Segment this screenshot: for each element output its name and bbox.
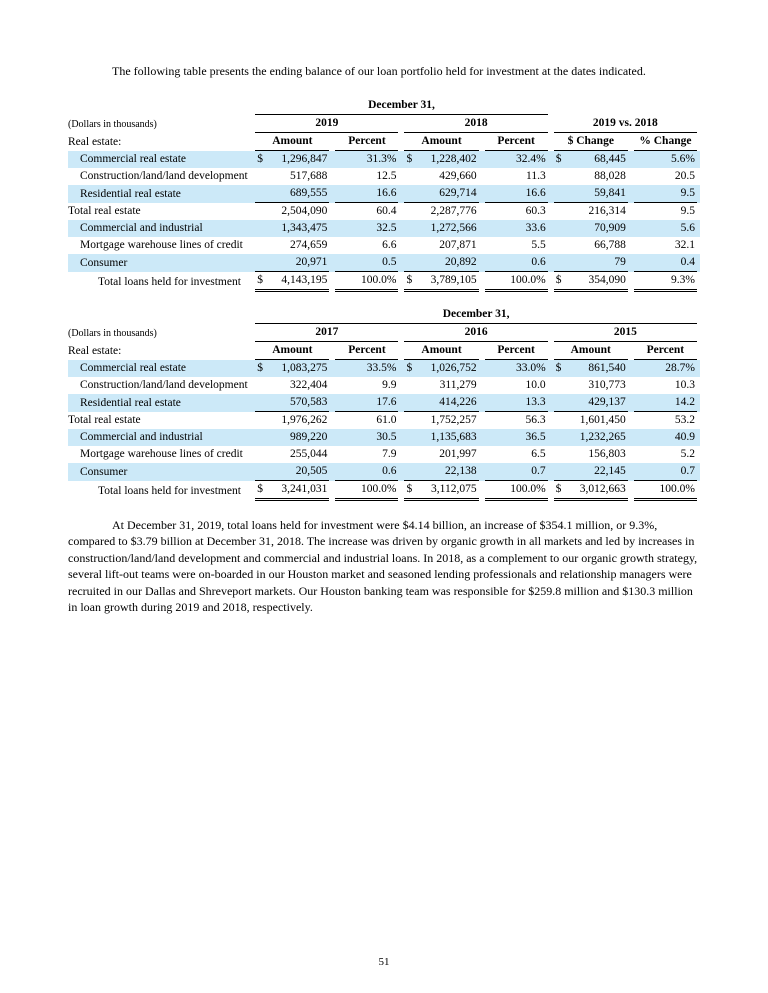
date-span-header: December 31, xyxy=(252,306,700,324)
section-label: Real estate: xyxy=(68,135,122,148)
amount-cell: 311,279 xyxy=(439,379,477,391)
amount-cell: 20,971 xyxy=(252,254,332,272)
table-row xyxy=(68,463,700,481)
amount-cell: 20,892 xyxy=(401,254,481,272)
row-label: Mortgage warehouse lines of credit xyxy=(80,239,243,251)
row-label: Residential real estate xyxy=(68,185,252,203)
date-span-header-row xyxy=(68,97,700,115)
percent-cell: 0.5 xyxy=(332,254,401,272)
column-header: % Change xyxy=(631,133,700,151)
percent-cell: 0.4 xyxy=(631,254,700,272)
percent-cell: 9.5 xyxy=(680,205,695,217)
amount-cell: 310,773 xyxy=(588,379,626,391)
percent-cell: 5.2 xyxy=(680,448,695,460)
percent-cell: 5.6 xyxy=(631,220,700,237)
amount-cell: 70,909 xyxy=(551,220,631,237)
percent-cell: 53.2 xyxy=(674,414,695,426)
percent-cell: 6.6 xyxy=(382,239,397,251)
loan-portfolio-table-2017-2015 xyxy=(68,306,700,501)
row-label: Consumer xyxy=(68,463,252,481)
percent-cell: 61.0 xyxy=(376,414,397,426)
percent-cell: 10.0 xyxy=(525,379,546,391)
amount-cell: $ 3,789,105 xyxy=(401,272,481,292)
percent-cell: 56.3 xyxy=(525,414,546,426)
body-paragraph: At December 31, 2019, total loans held for investment were $4.14 billion, an increase of $354.1 million, or 9.3%, compared to $3.79 billion at December 31, 2018. The increase was driven by organic growth in all markets and led by increases in construction/land/land development and commercial and industrial loans. In 2018, as a complement to our organic growth strategy, several lift-out teams were on-boarded in our Houston market and seasoned lending professionals and relationship managers were recruited in our Dallas and Shreveport markets. Our Houston banking team was responsible for $259.8 million and $130.3 million in loan growth during 2019 and 2018, respectively. xyxy=(68,518,698,615)
percent-cell: 9.9 xyxy=(382,379,397,391)
percent-cell: 30.5 xyxy=(332,429,401,446)
percent-cell: 60.3 xyxy=(525,205,546,217)
section-label: Real estate: xyxy=(68,344,122,357)
page-number: 51 xyxy=(378,956,390,968)
amount-cell: $ 1,083,275 xyxy=(252,360,332,377)
row-label: Commercial real estate xyxy=(68,360,252,377)
amount-cell: 989,220 xyxy=(252,429,332,446)
year-group-header: 2015 xyxy=(551,324,700,342)
table-row xyxy=(68,394,700,412)
row-label: Residential real estate xyxy=(68,394,252,412)
percent-cell: 100.0% xyxy=(482,481,551,501)
amount-cell: 1,232,265 xyxy=(551,429,631,446)
table-row xyxy=(68,237,700,254)
amount-cell: 2,504,090 xyxy=(281,205,328,217)
amount-cell: 517,688 xyxy=(290,170,328,182)
table-row xyxy=(68,168,700,185)
amount-cell: 1,272,566 xyxy=(401,220,481,237)
amount-cell: 570,583 xyxy=(252,394,332,412)
amount-cell: $ 3,012,663 xyxy=(551,481,631,501)
row-label: Commercial real estate xyxy=(68,151,252,168)
table-row xyxy=(68,481,700,501)
table-row xyxy=(68,429,700,446)
currency-symbol: $ xyxy=(406,362,413,374)
year-group-header: 2018 xyxy=(401,115,550,133)
percent-cell: 33.0% xyxy=(482,360,551,377)
table-row xyxy=(68,377,700,394)
year-group-header: 2016 xyxy=(401,324,550,342)
percent-cell: 32.1 xyxy=(674,239,695,251)
amount-cell: $ 68,445 xyxy=(551,151,631,168)
currency-symbol: $ xyxy=(406,274,413,286)
amount-cell: $ 3,241,031 xyxy=(252,481,332,501)
currency-symbol: $ xyxy=(555,274,562,286)
year-group-header-row xyxy=(68,324,700,342)
row-label: Total real estate xyxy=(68,205,141,217)
table-row xyxy=(68,254,700,272)
amount-cell: $ 4,143,195 xyxy=(252,272,332,292)
percent-cell: 5.5 xyxy=(531,239,546,251)
percent-cell: 6.5 xyxy=(531,448,546,460)
date-span-header-row xyxy=(68,306,700,324)
column-header: Percent xyxy=(332,133,401,151)
percent-cell: 14.2 xyxy=(631,394,700,412)
row-label: Total loans held for investment xyxy=(98,275,241,288)
table-row xyxy=(68,220,700,237)
percent-cell: 32.5 xyxy=(332,220,401,237)
amount-cell: 207,871 xyxy=(439,239,477,251)
column-header: Amount xyxy=(401,342,481,360)
amount-cell: 1,976,262 xyxy=(281,414,328,426)
row-label: Total real estate xyxy=(68,414,141,426)
column-header: Percent xyxy=(482,342,551,360)
column-header: Percent xyxy=(332,342,401,360)
percent-cell: 10.3 xyxy=(674,379,695,391)
amount-cell: 274,659 xyxy=(290,239,328,251)
row-label: Total loans held for investment xyxy=(98,484,241,497)
intro-paragraph: The following table presents the ending balance of our loan portfolio held for investment at the dates indicated. xyxy=(112,64,646,78)
percent-cell: 28.7% xyxy=(631,360,700,377)
percent-cell: 16.6 xyxy=(482,185,551,203)
percent-cell: 0.6 xyxy=(482,254,551,272)
currency-symbol: $ xyxy=(555,362,562,374)
amount-cell: $ 861,540 xyxy=(551,360,631,377)
amount-cell: $ 354,090 xyxy=(551,272,631,292)
percent-cell: 13.3 xyxy=(482,394,551,412)
table-row xyxy=(68,360,700,377)
percent-cell: 16.6 xyxy=(332,185,401,203)
currency-symbol: $ xyxy=(257,483,264,495)
currency-symbol: $ xyxy=(257,274,264,286)
amount-cell: 255,044 xyxy=(290,448,328,460)
amount-cell: 689,555 xyxy=(252,185,332,203)
row-label: Consumer xyxy=(68,254,252,272)
column-header: Amount xyxy=(252,342,332,360)
amount-cell: 59,841 xyxy=(551,185,631,203)
amount-cell: 414,226 xyxy=(401,394,481,412)
table-row xyxy=(68,272,700,292)
percent-cell: 31.3% xyxy=(332,151,401,168)
date-span-header: December 31, xyxy=(252,97,550,115)
percent-cell: 40.9 xyxy=(631,429,700,446)
units-label: (Dollars in thousands) xyxy=(68,327,157,339)
currency-symbol: $ xyxy=(257,362,264,374)
amount-cell: 1,135,683 xyxy=(401,429,481,446)
currency-symbol: $ xyxy=(406,483,413,495)
currency-symbol: $ xyxy=(555,153,562,165)
percent-cell: 100.0% xyxy=(332,272,401,292)
percent-cell: 9.3% xyxy=(631,272,700,292)
column-header-row xyxy=(68,342,700,360)
percent-cell: 12.5 xyxy=(376,170,397,182)
amount-cell: 322,404 xyxy=(290,379,328,391)
percent-cell: 100.0% xyxy=(332,481,401,501)
column-header: Amount xyxy=(551,342,631,360)
percent-cell: 0.6 xyxy=(332,463,401,481)
year-group-header-row xyxy=(68,115,700,133)
year-group-header: 2019 vs. 2018 xyxy=(551,115,700,133)
column-header: Percent xyxy=(482,133,551,151)
amount-cell: $ 1,026,752 xyxy=(401,360,481,377)
amount-cell: 201,997 xyxy=(439,448,477,460)
row-label: Construction/land/land development xyxy=(80,170,248,182)
amount-cell: 79 xyxy=(551,254,631,272)
table-row xyxy=(68,185,700,203)
units-label: (Dollars in thousands) xyxy=(68,118,157,130)
amount-cell: 1,752,257 xyxy=(430,414,477,426)
amount-cell: 2,287,776 xyxy=(430,205,477,217)
table-row xyxy=(68,151,700,168)
column-header: Amount xyxy=(252,133,332,151)
row-label: Commercial and industrial xyxy=(68,220,252,237)
amount-cell: $ 3,112,075 xyxy=(401,481,481,501)
column-header-row xyxy=(68,133,700,151)
year-group-header: 2017 xyxy=(252,324,401,342)
percent-cell: 20.5 xyxy=(674,170,695,182)
percent-cell: 36.5 xyxy=(482,429,551,446)
amount-cell: 216,314 xyxy=(588,205,626,217)
row-label: Construction/land/land development xyxy=(80,379,248,391)
percent-cell: 60.4 xyxy=(376,205,397,217)
currency-symbol: $ xyxy=(406,153,413,165)
percent-cell: 32.4% xyxy=(482,151,551,168)
table-row xyxy=(68,446,700,463)
percent-cell: 9.5 xyxy=(631,185,700,203)
amount-cell: 66,788 xyxy=(594,239,626,251)
amount-cell: 22,138 xyxy=(401,463,481,481)
amount-cell: $ 1,228,402 xyxy=(401,151,481,168)
amount-cell: 629,714 xyxy=(401,185,481,203)
amount-cell: 88,028 xyxy=(594,170,626,182)
table-row xyxy=(68,203,700,220)
row-label: Mortgage warehouse lines of credit xyxy=(80,448,243,460)
percent-cell: 100.0% xyxy=(631,481,700,501)
amount-cell: 429,660 xyxy=(439,170,477,182)
amount-cell: 20,505 xyxy=(252,463,332,481)
table-row xyxy=(68,412,700,429)
percent-cell: 0.7 xyxy=(631,463,700,481)
row-label: Commercial and industrial xyxy=(68,429,252,446)
percent-cell: 0.7 xyxy=(482,463,551,481)
column-header: Amount xyxy=(401,133,481,151)
percent-cell: 33.5% xyxy=(332,360,401,377)
currency-symbol: $ xyxy=(555,483,562,495)
amount-cell: 429,137 xyxy=(551,394,631,412)
percent-cell: 5.6% xyxy=(631,151,700,168)
loan-portfolio-table-2019-2018 xyxy=(68,97,700,292)
currency-symbol: $ xyxy=(257,153,264,165)
column-header: Percent xyxy=(631,342,700,360)
percent-cell: 17.6 xyxy=(332,394,401,412)
percent-cell: 7.9 xyxy=(382,448,397,460)
percent-cell: 11.3 xyxy=(526,170,546,182)
year-group-header: 2019 xyxy=(252,115,401,133)
amount-cell: 1,601,450 xyxy=(579,414,626,426)
column-header: $ Change xyxy=(551,133,631,151)
amount-cell: 1,343,475 xyxy=(252,220,332,237)
amount-cell: 22,145 xyxy=(551,463,631,481)
percent-cell: 33.6 xyxy=(482,220,551,237)
percent-cell: 100.0% xyxy=(482,272,551,292)
amount-cell: $ 1,296,847 xyxy=(252,151,332,168)
amount-cell: 156,803 xyxy=(588,448,626,460)
